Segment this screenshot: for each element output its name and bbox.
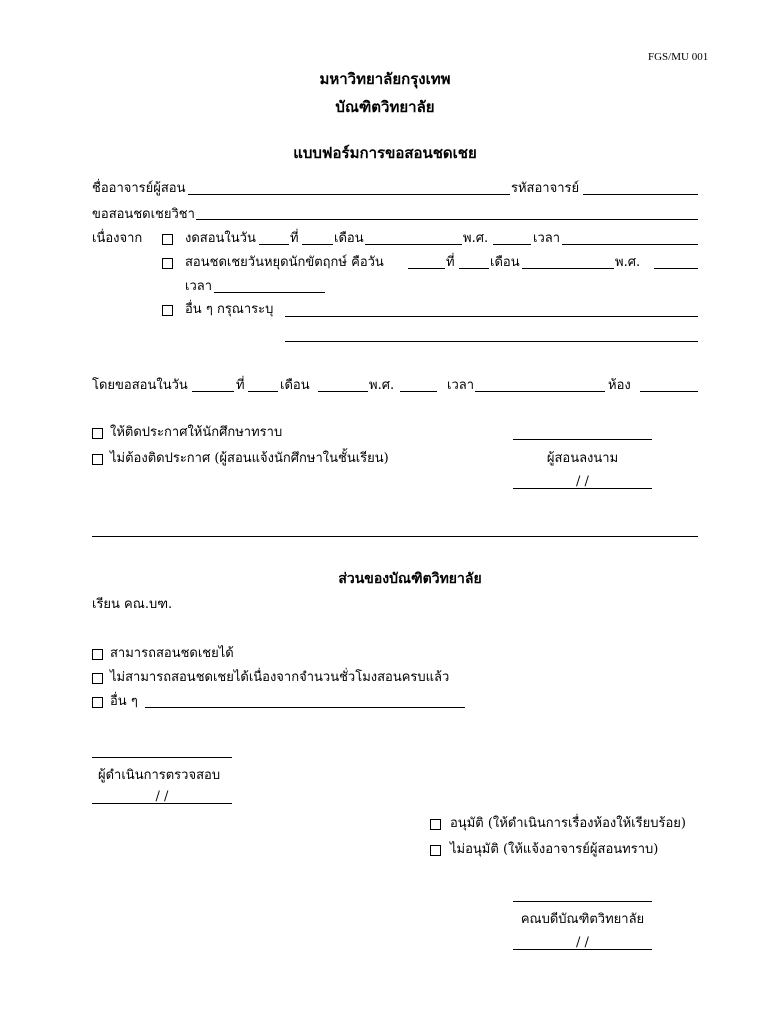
dean-date-slashes: / / (576, 935, 589, 950)
dean-signature-line[interactable] (513, 901, 652, 902)
holiday-date-line[interactable] (459, 268, 489, 269)
holiday-makeup-checkbox[interactable] (162, 258, 173, 269)
makeup-time-label: เวลา (447, 378, 475, 393)
instructor-sign-label: ผู้สอนลงนาม (546, 451, 619, 466)
university-name: มหาวิทยาลัยกรุงเทพ (319, 70, 451, 88)
cancel-time-label: เวลา (533, 231, 561, 246)
form-code: FGS/MU 001 (648, 51, 709, 63)
disapprove-label: ไม่อนุมัติ (ให้แจ้งอาจารย์ผู้สอนทราบ) (450, 842, 659, 857)
instructor-signature-line[interactable] (513, 439, 652, 440)
post-notice-checkbox[interactable] (92, 428, 103, 439)
makeup-day-line[interactable] (192, 391, 234, 392)
makeup-time-line[interactable] (475, 391, 605, 392)
cancel-year-line[interactable] (493, 244, 531, 245)
instructor-name-line[interactable] (188, 194, 510, 195)
other-reason-line[interactable] (285, 316, 698, 317)
cancel-month-label: เดือน (334, 231, 364, 246)
cancel-date-label: ที่ (290, 231, 299, 246)
instructor-code-line[interactable] (583, 194, 698, 195)
other-reason-line-2[interactable] (285, 341, 698, 342)
checker-label: ผู้ดำเนินการตรวจสอบ (98, 768, 221, 783)
disapprove-checkbox[interactable] (430, 845, 441, 856)
makeup-date-label: ที่ (236, 378, 245, 393)
instructor-name-label: ชื่ออาจารย์ผู้สอน (92, 181, 186, 196)
cannot-makeup-label: ไม่สามารถสอนชดเชยได้เนื่องจากจำนวนชั่วโมงสอนครบแล้ว (110, 670, 450, 685)
form-title: แบบฟอร์มการขอสอนชดเชย (293, 144, 477, 162)
holiday-time-line[interactable] (214, 292, 325, 293)
cancel-class-label: งดสอนในวัน (185, 231, 256, 246)
other-line[interactable] (145, 707, 465, 708)
cancel-year-label: พ.ศ. (463, 231, 489, 246)
other-checkbox[interactable] (92, 697, 103, 708)
faculty-name: บัณฑิตวิทยาลัย (335, 98, 435, 116)
makeup-day-label: โดยขอสอนในวัน (92, 378, 188, 393)
cancel-date-line[interactable] (302, 244, 333, 245)
can-makeup-checkbox[interactable] (92, 649, 103, 660)
makeup-month-line[interactable] (318, 391, 368, 392)
makeup-date-line[interactable] (248, 391, 278, 392)
other-label: อื่น ๆ (110, 694, 138, 709)
subject-label: ขอสอนชดเชยวิชา (92, 207, 195, 222)
holiday-year-line[interactable] (654, 268, 698, 269)
holiday-date-label: ที่ (446, 255, 455, 270)
holiday-year-label: พ.ศ. (615, 255, 641, 270)
holiday-makeup-label: สอนชดเชยวันหยุดนักขัตฤกษ์ คือวัน (185, 255, 384, 270)
salutation: เรียน คณ.บฑ. (92, 597, 173, 612)
cannot-makeup-checkbox[interactable] (92, 673, 103, 684)
approve-checkbox[interactable] (430, 819, 441, 830)
no-post-notice-checkbox[interactable] (92, 454, 103, 465)
makeup-year-label: พ.ศ. (369, 378, 395, 393)
cancel-time-line[interactable] (562, 244, 698, 245)
dean-label: คณบดีบัณฑิตวิทยาลัย (520, 912, 645, 927)
post-notice-label: ให้ติดประกาศให้นักศึกษาทราบ (110, 425, 283, 440)
cancel-class-checkbox[interactable] (162, 234, 173, 245)
section-divider (92, 536, 698, 537)
graduate-section-title: ส่วนของบัณฑิตวิทยาลัย (338, 571, 482, 587)
makeup-year-line[interactable] (400, 391, 437, 392)
cancel-day-line[interactable] (259, 244, 289, 245)
approve-label: อนุมัติ (ให้ดำเนินการเรื่องห้องให้เรียบร้อย) (450, 816, 686, 831)
cancel-month-line[interactable] (365, 244, 462, 245)
room-label: ห้อง (608, 378, 631, 393)
holiday-day-line[interactable] (408, 268, 445, 269)
no-post-notice-label: ไม่ต้องติดประกาศ (ผู้สอนแจ้งนักศึกษาในชั้นเรียน) (110, 451, 389, 466)
can-makeup-label: สามารถสอนชดเชยได้ (110, 646, 234, 661)
other-reason-label: อื่น ๆ กรุณาระบุ (185, 302, 274, 317)
instructor-date-slashes: / / (576, 474, 589, 489)
other-reason-checkbox[interactable] (162, 305, 173, 316)
makeup-month-label: เดือน (280, 378, 310, 393)
reason-label: เนื่องจาก (92, 231, 143, 246)
instructor-code-label: รหัสอาจารย์ (511, 181, 580, 196)
holiday-time-label: เวลา (185, 279, 213, 294)
holiday-month-line[interactable] (522, 268, 614, 269)
room-line[interactable] (640, 391, 698, 392)
holiday-month-label: เดือน (490, 255, 520, 270)
checker-signature-line[interactable] (92, 757, 232, 758)
checker-date-slashes: / / (155, 789, 169, 804)
subject-line[interactable] (196, 219, 698, 220)
